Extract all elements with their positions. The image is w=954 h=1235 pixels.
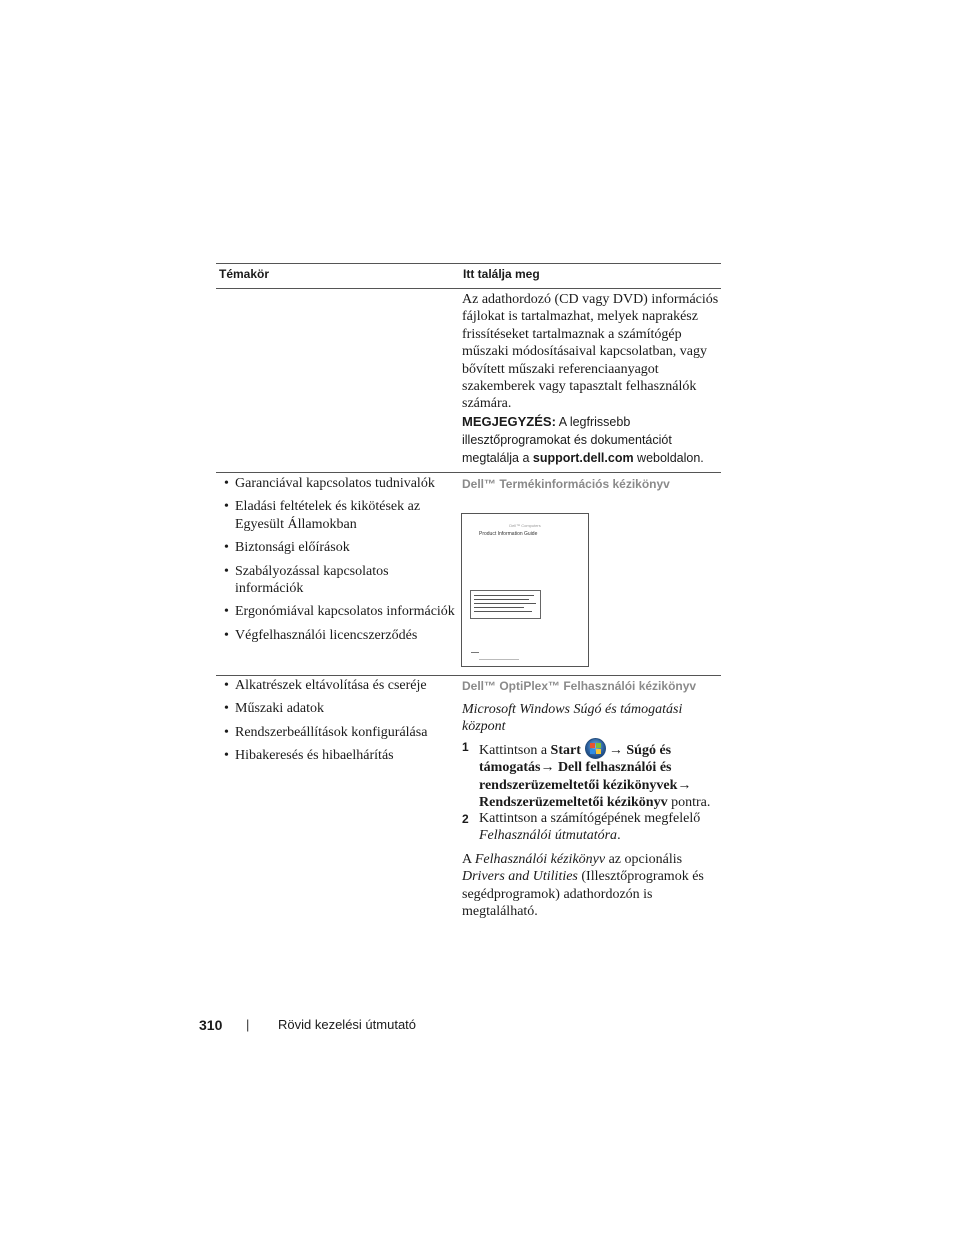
support-link[interactable]: support.dell.com [532,451,634,465]
media-info-text: Az adathordozó (CD vagy DVD) információs fájlokat is tartalmazhat, melyek naprakész frissítéseket tartalmaznak a számítógép műszaki módosításaival kapcsolatban, vagy bővített műszaki referenciaanyagot szakemberek vagy tapasztalt felhasználók számára. [462,292,719,412]
list-item: • Végfelhasználói licencszerződés [224,627,418,643]
list-item: • Műszaki adatok [224,701,325,717]
row2-rule [216,675,721,676]
header-rule [216,288,721,289]
list-item: • Eladási feltételek és kikötések az Egyesült Államokban [224,499,421,532]
note-end: weboldalon. [633,451,704,465]
list-item: • Szabályozással kapcsolatos információk [224,563,389,597]
list-item: • Biztonsági előírások [224,540,350,556]
note-text: A legfrissebb illesztőprogramokat és dokumentációt megtalálja a [462,415,672,465]
note-block [462,413,720,467]
step-2: 2 Kattintson a számítógépének megfelelő Felhasználói útmutatóra. [462,811,701,844]
product-info-guide-cover [461,513,589,667]
footer-title: Rövid kezelési útmutató [278,1017,417,1032]
cover-brand: Dell™ Computers [509,523,541,528]
list-item: • Hibakeresés és hibaelhárítás [224,748,394,764]
page-number: 310 [199,1017,223,1033]
cover-warning-box [470,590,541,619]
note-label: MEGJEGYZÉS: [462,414,556,429]
row2-topic-list [216,475,456,644]
list-item: • Alkatrészek eltávolítása és cseréje [224,678,427,693]
product-info-guide-title: Dell™ Termékinformációs kézikönyv [462,477,670,491]
list-item: • Garanciával kapcsolatos tudnivalók [224,476,435,491]
header-topic: Témakör [219,267,270,281]
table-top-rule [216,263,721,264]
step-1: 1 Kattintson a Start → Súgó és támogatás→ Dell felhasználói és rendszerüzemeltetői kézikönyvek→ Rendszerüzemeltetői kézikönyv pontra. [462,740,711,811]
optiplex-guide-title: Dell™ OptiPlex™ Felhasználói kézikönyv [462,679,697,693]
drivers-utilities-paragraph: A Felhasználói kézikönyv az opcionális Drivers and Utilities (Illesztőprogramok és segédprogramok) adathordozón is megtalálható. [462,852,704,920]
windows-start-icon [585,738,606,759]
row3-topic-list [216,677,456,765]
row1-rule [216,472,721,473]
cover-title: Product Information Guide [479,531,538,537]
header-where: Itt találja meg [463,267,540,281]
list-item: • Rendszerbeállítások konfigurálása [224,724,428,740]
list-item: • Ergonómiával kapcsolatos információk [224,604,455,620]
footer-separator: | [246,1017,250,1032]
help-center-title: Microsoft Windows Súgó és támogatási központ [462,702,683,735]
start-button-label: Start [550,743,581,758]
